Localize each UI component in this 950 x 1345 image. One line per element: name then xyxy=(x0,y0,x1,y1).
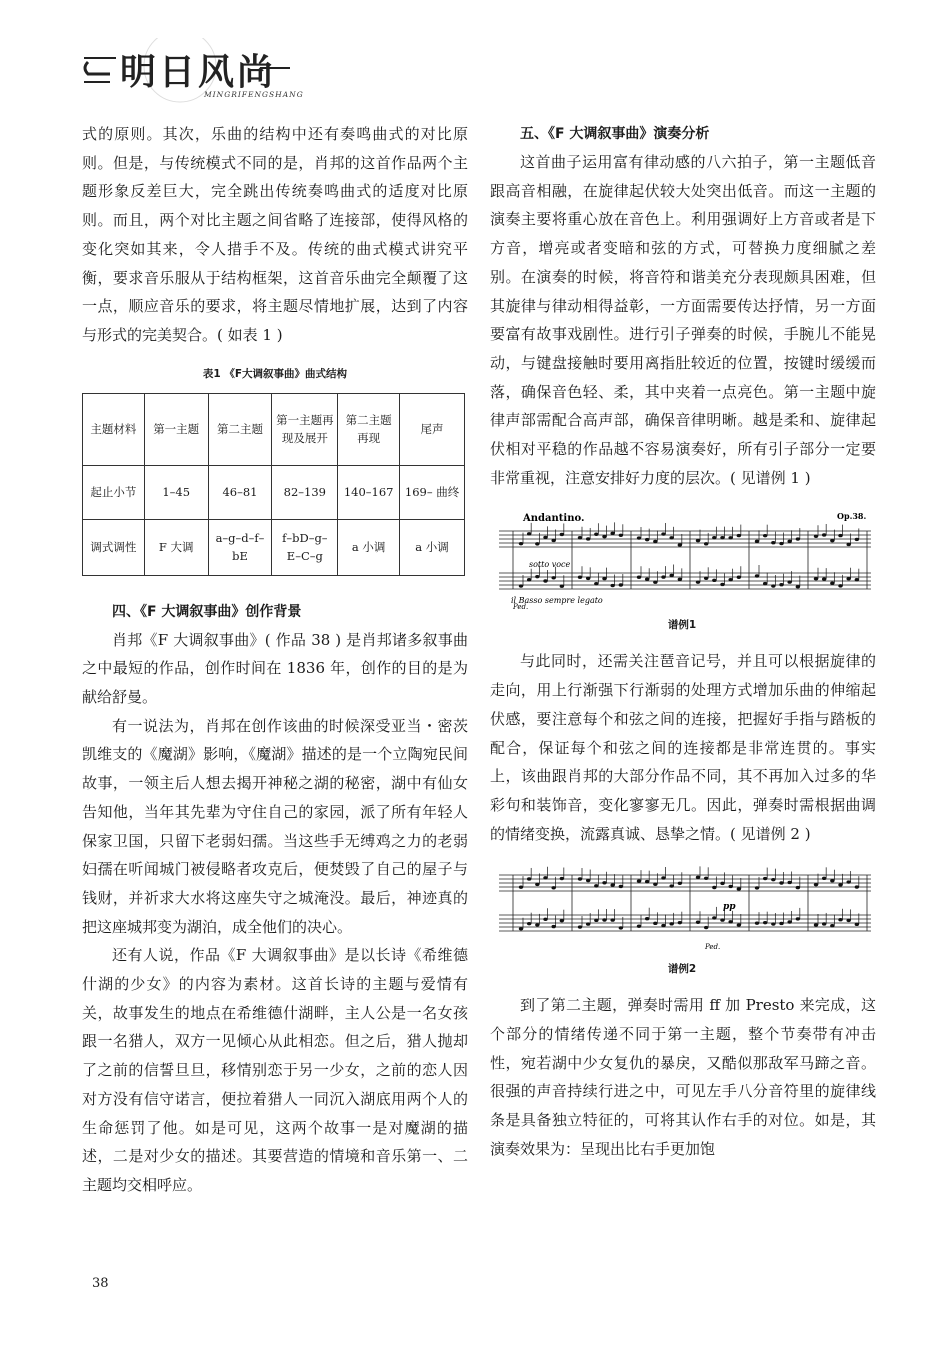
note-head xyxy=(645,538,649,541)
staff-lines xyxy=(499,867,871,932)
note-head xyxy=(653,883,657,886)
note-head xyxy=(661,924,665,927)
note-head xyxy=(771,585,775,588)
note-head xyxy=(543,580,547,583)
paragraph: 这首曲子运用富有律动感的八六拍子，第一主题低音跟高音相融，在旋律起伏较大处突出低音。而这一主题的演奏主要将重心放在音色上。利用强调好上方音或者是下方音，增亮或者变暗和弦的方式，可替换力度细腻之差别。在演奏的时候，将音符和谐美充分表现颇具困难，但其旋律与律动相得益彰，一方面需要传达抒情，另一方面要富有故事戏剧性。进行引子弹奏的时候，手腕儿不能晃动，与键盘接触时要用离指肚较近的位置，按键时缓缓而落，确保音色轻、柔，其中夹着一点亮色。第一主题中旋律声部需配合高声部，确保音律明晰。越是柔和、旋律起伏相对平稳的作品越不容易演奏好，所有引子部分一定要非常重视，注意安排好力度的层次。( 见谱例 1 ) xyxy=(490,153,876,487)
note-head xyxy=(519,927,523,930)
note-head xyxy=(737,924,741,927)
note-head xyxy=(755,887,759,890)
note-head xyxy=(586,923,590,926)
note-head xyxy=(728,920,732,923)
note-head xyxy=(610,532,614,535)
staff-lines xyxy=(499,523,871,590)
note-head xyxy=(846,881,850,884)
note-head xyxy=(704,577,708,580)
note-head xyxy=(602,535,606,538)
note-head xyxy=(560,919,564,922)
section-heading: 四、《F 大调叙事曲》创作背景 xyxy=(112,603,302,620)
note-head xyxy=(728,578,732,581)
note-head xyxy=(610,584,614,587)
table-cell: 169– 曲终 xyxy=(400,465,465,519)
right-column xyxy=(490,120,876,1164)
note-head xyxy=(578,536,582,539)
note-head xyxy=(771,923,775,926)
note-head xyxy=(704,926,708,929)
note-head xyxy=(594,919,598,922)
note-head xyxy=(846,543,850,546)
paragraph: 到了第二主题，弹奏时需用 ff 加 Presto 来完成，这个部分的情绪传递不同于第一主题，整个节奏带有冲击性，宛若湖中少女复仇的暴戾，又酷似那敌军马蹄之音。很强的声音持续行进之中，可见左手八分音符里的旋律线条是具备独立特征的，可将其认作右手的对位。如是，其演奏效果为：呈现出比右手更加饱 xyxy=(490,996,876,1158)
note-head xyxy=(661,533,665,536)
note-head xyxy=(779,922,783,925)
score-caption: 谱例1 xyxy=(667,619,697,632)
note-head xyxy=(535,575,539,578)
note-head xyxy=(855,538,859,541)
note-head xyxy=(678,544,682,547)
note-head xyxy=(696,921,700,924)
table-cell: 第一主题再现及展开 xyxy=(272,393,338,465)
note-head xyxy=(560,585,564,588)
note-head xyxy=(653,581,657,584)
dynamic-marking: pp xyxy=(723,902,736,913)
note-head xyxy=(678,578,682,581)
note-head xyxy=(661,877,665,880)
note-head xyxy=(712,886,716,889)
table-cell: 第一主题 xyxy=(144,393,208,465)
note-head xyxy=(838,918,842,921)
tempo-marking: Andantino. xyxy=(523,513,585,525)
note-head xyxy=(720,536,724,539)
note-head xyxy=(796,585,800,588)
note-head xyxy=(535,543,539,546)
paragraph: 与此同时，还需关注琶音记号，并且可以根据旋律的走向，用上行渐强下行渐弱的处理方式增加乐曲的伸缩起伏感，要注意每个和弦之间的连接，把握好手指与踏板的配合，保证每个和弦之间的连接都是非常连贯的。事实上，该曲跟肖邦的大部分作品不同，其不再加入过多的华彩句和装饰音，变化寥寥无几。因此，弹奏时需根据曲调的情绪变换，流露真诚、恳挚之情。( 见谱例 2 ) xyxy=(490,652,876,843)
note-head xyxy=(779,583,783,586)
table-cell: 第二主题再现 xyxy=(338,393,400,465)
paragraph: 肖邦《F 大调叙事曲》( 作品 38 ) 是肖邦诸多叙事曲之中最短的作品，创作时间在 1836 年，创作的目的是为献给舒曼。 xyxy=(82,630,468,707)
table-cell: 尾声 xyxy=(400,393,465,465)
paragraph: 有一说法为，肖邦在创作该曲的时候深受亚当・密茨凯维支的《魔湖》影响，《魔湖》描述的是一个立陶宛民间故事，一领主后人想去揭开神秘之湖的秘密，湖中有仙女告知他，当年其先辈为守住自己的家园，派了所有年轻人保家卫国，只留下老弱妇孺。当这些手无缚鸡之力的老弱妇孺在听闻城门被侵略者攻克后，便焚毁了自己的屋子与钱财，并祈求大水将这座失守之城淹没。最后，神迹真的把这座城邦变为湖泊，成全他们的决心。 xyxy=(82,716,468,936)
note-head xyxy=(543,918,547,921)
table-cell: a–g–d–f–bE xyxy=(208,519,272,575)
note-head xyxy=(779,542,783,545)
note-head xyxy=(594,533,598,536)
table-row xyxy=(83,519,465,575)
note-head xyxy=(737,576,741,579)
table-cell: a 小调 xyxy=(338,519,400,575)
page-number: 38 xyxy=(92,1276,109,1291)
note-head xyxy=(712,536,716,539)
pedal-marking: Ped. xyxy=(513,603,529,610)
left-column xyxy=(82,120,468,1200)
note-head xyxy=(763,921,767,924)
note-head xyxy=(586,879,590,882)
note-head xyxy=(543,876,547,879)
opus-marking: Op.38. xyxy=(837,511,867,522)
note-head xyxy=(594,885,598,888)
table-cell: 起止小节 xyxy=(83,465,145,519)
score-image xyxy=(491,509,875,609)
table-cell: f–bD–g–E–C–g xyxy=(272,519,338,575)
note-head xyxy=(830,924,834,927)
note-head xyxy=(822,877,826,880)
note-head xyxy=(787,881,791,884)
note-head xyxy=(527,878,531,881)
note-head xyxy=(855,923,859,926)
note-head xyxy=(578,926,582,929)
note-head xyxy=(661,576,665,579)
dynamic-marking: il Basso sempre legato xyxy=(511,596,603,606)
note-head xyxy=(586,577,590,580)
note-head xyxy=(527,578,531,581)
note-head xyxy=(763,534,767,537)
paragraph: 式的原则。其次，乐曲的结构中还有奏鸣曲式的对比原则。但是，与传统模式不同的是，肖邦的这首作品两个主题形象反差巨大，完全跳出传统奏鸣曲式的适度对比原则。而且，两个对比主题之间省略了连接部，使得风格的变化突如其来，令人措手不及。传统的曲式模式讲究平衡，要求音乐服从于结构框架，这首音乐曲完全颠覆了这一点，顺应音乐的要求，将主题尽情地扩展，达到了内容与形式的完美契合。( 如表 1 ) xyxy=(82,125,468,344)
note-head xyxy=(619,885,623,888)
note-head xyxy=(696,581,700,584)
note-head xyxy=(637,880,641,883)
note-head xyxy=(543,536,547,539)
note-head xyxy=(560,533,564,536)
table-cell: 46–81 xyxy=(208,465,272,519)
note-head xyxy=(637,537,641,540)
note-head xyxy=(645,578,649,581)
score-image xyxy=(491,863,875,953)
note-head xyxy=(586,538,590,541)
note-head xyxy=(669,574,673,577)
note-head xyxy=(645,917,649,920)
note-head xyxy=(720,919,724,922)
note-head xyxy=(763,582,767,585)
table-caption: 表1 《F大调叙事曲》曲式结构 xyxy=(202,367,348,380)
note-head xyxy=(796,886,800,889)
paragraph: 还有人说，作品《F 大调叙事曲》是以长诗《希维德什湖的少女》的内容为素材。这首长诗的主题与爱情有关，故事发生的地点在希维德什湖畔，主人公是一名女孩跟一名猎人，双方一见倾心从此相恋。但之后，猎人抛却了之前的信誓旦旦，移情别恋于另一少女，之前的恋人因对方没有信守诺言，便拉着猎人一同沉入湖底用两个人的生命惩罚了他。如是可见，这两个故事一是对魔湖的描述，二是对少女的描述。其要营造的情境和音乐第一、二主题均交相呼应。 xyxy=(82,946,468,1194)
note-head xyxy=(578,878,582,881)
note-head xyxy=(755,922,759,925)
note-head xyxy=(787,581,791,584)
note-head xyxy=(704,877,708,880)
note-head xyxy=(720,882,724,885)
note-head xyxy=(578,576,582,579)
note-head xyxy=(728,885,732,888)
note-head xyxy=(771,878,775,881)
score-caption: 谱例2 xyxy=(667,963,697,976)
note-head xyxy=(779,882,783,885)
note-head xyxy=(669,923,673,926)
note-head xyxy=(637,576,641,579)
note-head xyxy=(669,537,673,540)
note-head xyxy=(814,577,818,580)
note-head xyxy=(838,534,842,537)
logo-text: 明日风尚 xyxy=(120,52,277,93)
logo-subtitle: MINGRIFENGSHANG xyxy=(204,90,304,99)
structure-table xyxy=(82,393,465,576)
note-head xyxy=(519,585,523,588)
note-head xyxy=(838,585,842,588)
section-heading: 五、《F 大调叙事曲》演奏分析 xyxy=(520,126,710,142)
note-head xyxy=(602,577,606,580)
note-head xyxy=(712,579,716,582)
note-head xyxy=(519,886,523,889)
note-head xyxy=(796,538,800,541)
note-head xyxy=(830,879,834,882)
table-cell: F 大调 xyxy=(144,519,208,575)
note-head xyxy=(594,582,598,585)
note-head xyxy=(551,539,555,542)
note-head xyxy=(704,543,708,546)
note-head xyxy=(855,886,859,889)
note-head xyxy=(763,877,767,880)
note-head xyxy=(610,919,614,922)
note-head xyxy=(669,885,673,888)
table-cell: 主题材料 xyxy=(83,393,145,465)
note-head xyxy=(728,537,732,540)
note-head xyxy=(619,927,623,930)
note-head xyxy=(527,922,531,925)
note-head xyxy=(619,584,623,587)
table-cell: a 小调 xyxy=(400,519,465,575)
note-head xyxy=(822,923,826,926)
note-head xyxy=(602,919,606,922)
note-head xyxy=(796,918,800,921)
note-head xyxy=(696,876,700,879)
table-cell: 140–167 xyxy=(338,465,400,519)
magazine-logo xyxy=(80,38,304,108)
pedal-marking: Ped. xyxy=(705,943,721,952)
note-head xyxy=(712,917,716,920)
note-head xyxy=(602,881,606,884)
note-head xyxy=(653,922,657,925)
table-cell: 第二主题 xyxy=(208,393,272,465)
note-head xyxy=(755,540,759,543)
note-head xyxy=(814,883,818,886)
dynamic-marking: sotto voce xyxy=(529,560,571,570)
note-head xyxy=(814,535,818,538)
note-head xyxy=(527,533,531,536)
note-head xyxy=(535,883,539,886)
table-row xyxy=(83,393,465,465)
note-head xyxy=(737,534,741,537)
score-example-2 xyxy=(490,862,874,977)
table-cell: 调式调性 xyxy=(83,519,145,575)
note-head xyxy=(720,583,724,586)
note-head xyxy=(535,924,539,927)
note-head xyxy=(838,884,842,887)
note-head xyxy=(560,877,564,880)
table-cell: 1–45 xyxy=(144,465,208,519)
note-head xyxy=(610,884,614,887)
note-head xyxy=(637,925,641,928)
note-head xyxy=(551,577,555,580)
score-example-1 xyxy=(490,508,874,633)
note-head xyxy=(519,542,523,545)
note-head xyxy=(787,540,791,543)
note-head xyxy=(755,575,759,578)
note-head xyxy=(678,921,682,924)
table-cell: 82–139 xyxy=(272,465,338,519)
table-row xyxy=(83,465,465,519)
note-head xyxy=(551,886,555,889)
note-head xyxy=(678,882,682,885)
note-head xyxy=(645,880,649,883)
note-head xyxy=(830,539,834,542)
note-head xyxy=(846,919,850,922)
note-head xyxy=(696,539,700,542)
note-head xyxy=(822,534,826,537)
note-head xyxy=(822,578,826,581)
note-head xyxy=(619,534,623,537)
note-head xyxy=(737,888,741,891)
note-head xyxy=(551,925,555,928)
note-head xyxy=(771,541,775,544)
note-head xyxy=(830,582,834,585)
note-head xyxy=(846,577,850,580)
note-head xyxy=(787,921,791,924)
note-head xyxy=(653,540,657,543)
note-head xyxy=(855,578,859,581)
note-head xyxy=(814,924,818,927)
